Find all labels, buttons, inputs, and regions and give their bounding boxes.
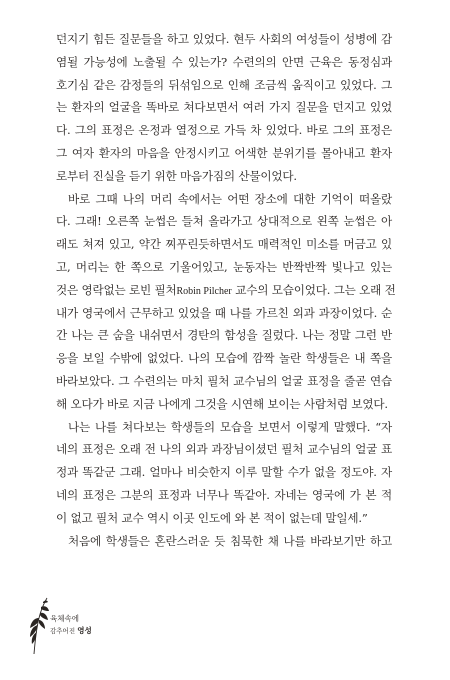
subtitle-prefix: 감추어진: [50, 627, 76, 635]
text-line: 던지기 힘든 질문들을 하고 있었다. 현두 사회의 여성들이 성병에 감: [56, 32, 392, 46]
paragraph: [56, 416, 392, 530]
text-line: 고, 머리는 한 쪽으로 기울어있고, 눈동자는 반짝반짝 빛나고 있는: [56, 259, 392, 274]
text-line: 내가 영국에서 근무하고 있었을 때 나를 가르친 외과 과장이었다. 순: [56, 305, 392, 320]
feather-icon: [28, 596, 50, 660]
text-line: 바라보았다. 그 수련의는 마치 필처 교수님의 얼굴 표정을 줄곧 연습: [56, 373, 392, 388]
text-segment: 교수의 모습이었다. 그는 오래 전: [231, 282, 396, 297]
text-line: 로부터 진실을 듣기 위한 마음가짐의 산물이었다.: [56, 168, 297, 183]
page-footer: [28, 596, 168, 656]
latin-name: Robin Pilcher: [176, 285, 232, 297]
text-line: 응을 보일 수밖에 없었다. 나의 모습에 깜짝 놀란 학생들은 내 쪽을: [56, 351, 392, 366]
text-line: 그 여자 환자의 마음을 안정시키고 어색한 분위기를 몰아내고 환자: [56, 145, 392, 160]
subtitle-strong: 영성: [77, 626, 92, 635]
text-line: 다. 그의 표정은 온정과 열정으로 가득 차 있었다. 바로 그의 표정은: [56, 123, 392, 138]
text-line: 네의 표정은 그분의 표정과 너무나 똑같아. 자네는 영국에 가 본 적: [56, 487, 392, 502]
text-line: 호기심 같은 감정들의 뒤섞임으로 인해 조금씩 움직이고 있었다. 그: [56, 77, 392, 92]
text-line: 나는 나를 쳐다보는 학생들의 모습을 보면서 이렇게 말했다. “자: [68, 419, 392, 434]
text-line: 다. 그래! 오른쪽 눈썹은 들쳐 올라가고 상대적으로 왼쪽 눈썹은 아: [56, 214, 392, 229]
text-line: 염될 가능성에 노출될 수 있는가? 수련의의 안면 근육은 동정심과: [56, 54, 392, 69]
text-line: 는 환자의 얼굴을 똑바로 쳐다보면서 여러 가지 질문을 던지고 있었: [56, 100, 392, 115]
text-line: 해 오다가 바로 지금 나에게 그것을 시연해 보이는 사람처럼 보였다.: [56, 396, 388, 411]
book-subtitle: [50, 626, 92, 636]
text-line: 네의 표정은 오래 전 나의 외과 과장님이셨던 필처 교수님의 얼굴 표: [56, 442, 392, 457]
text-line: 이 없고 필처 교수 역시 이곳 인도에 와 본 적이 없는데 말일세.”: [56, 510, 368, 525]
text-line: [56, 279, 396, 302]
text-segment: 것은 영락없는 로빈 필처: [56, 282, 177, 297]
book-title: 육체속에: [50, 614, 79, 623]
paragraph: [56, 530, 392, 553]
text-line: 간 나는 큰 숨을 내쉬면서 경탄의 함성을 질렀다. 나는 정말 그런 반: [56, 328, 392, 343]
text-line: 래도 쳐져 있고, 약간 찌푸린듯하면서도 매력적인 미소를 머금고 있: [56, 237, 392, 252]
paragraph: [56, 188, 396, 416]
paragraph: [56, 28, 392, 188]
body-text: [56, 28, 396, 552]
text-line: 정과 똑같군 그래. 얼마나 비슷한지 이루 말할 수가 없을 정도야. 자: [56, 465, 392, 480]
text-line: 바로 그때 나의 머리 속에서는 어떤 장소에 대한 기억이 떠올랐: [68, 191, 392, 206]
text-line: 처음에 학생들은 혼란스러운 듯 침묵한 채 나를 바라보기만 하고: [68, 533, 392, 548]
